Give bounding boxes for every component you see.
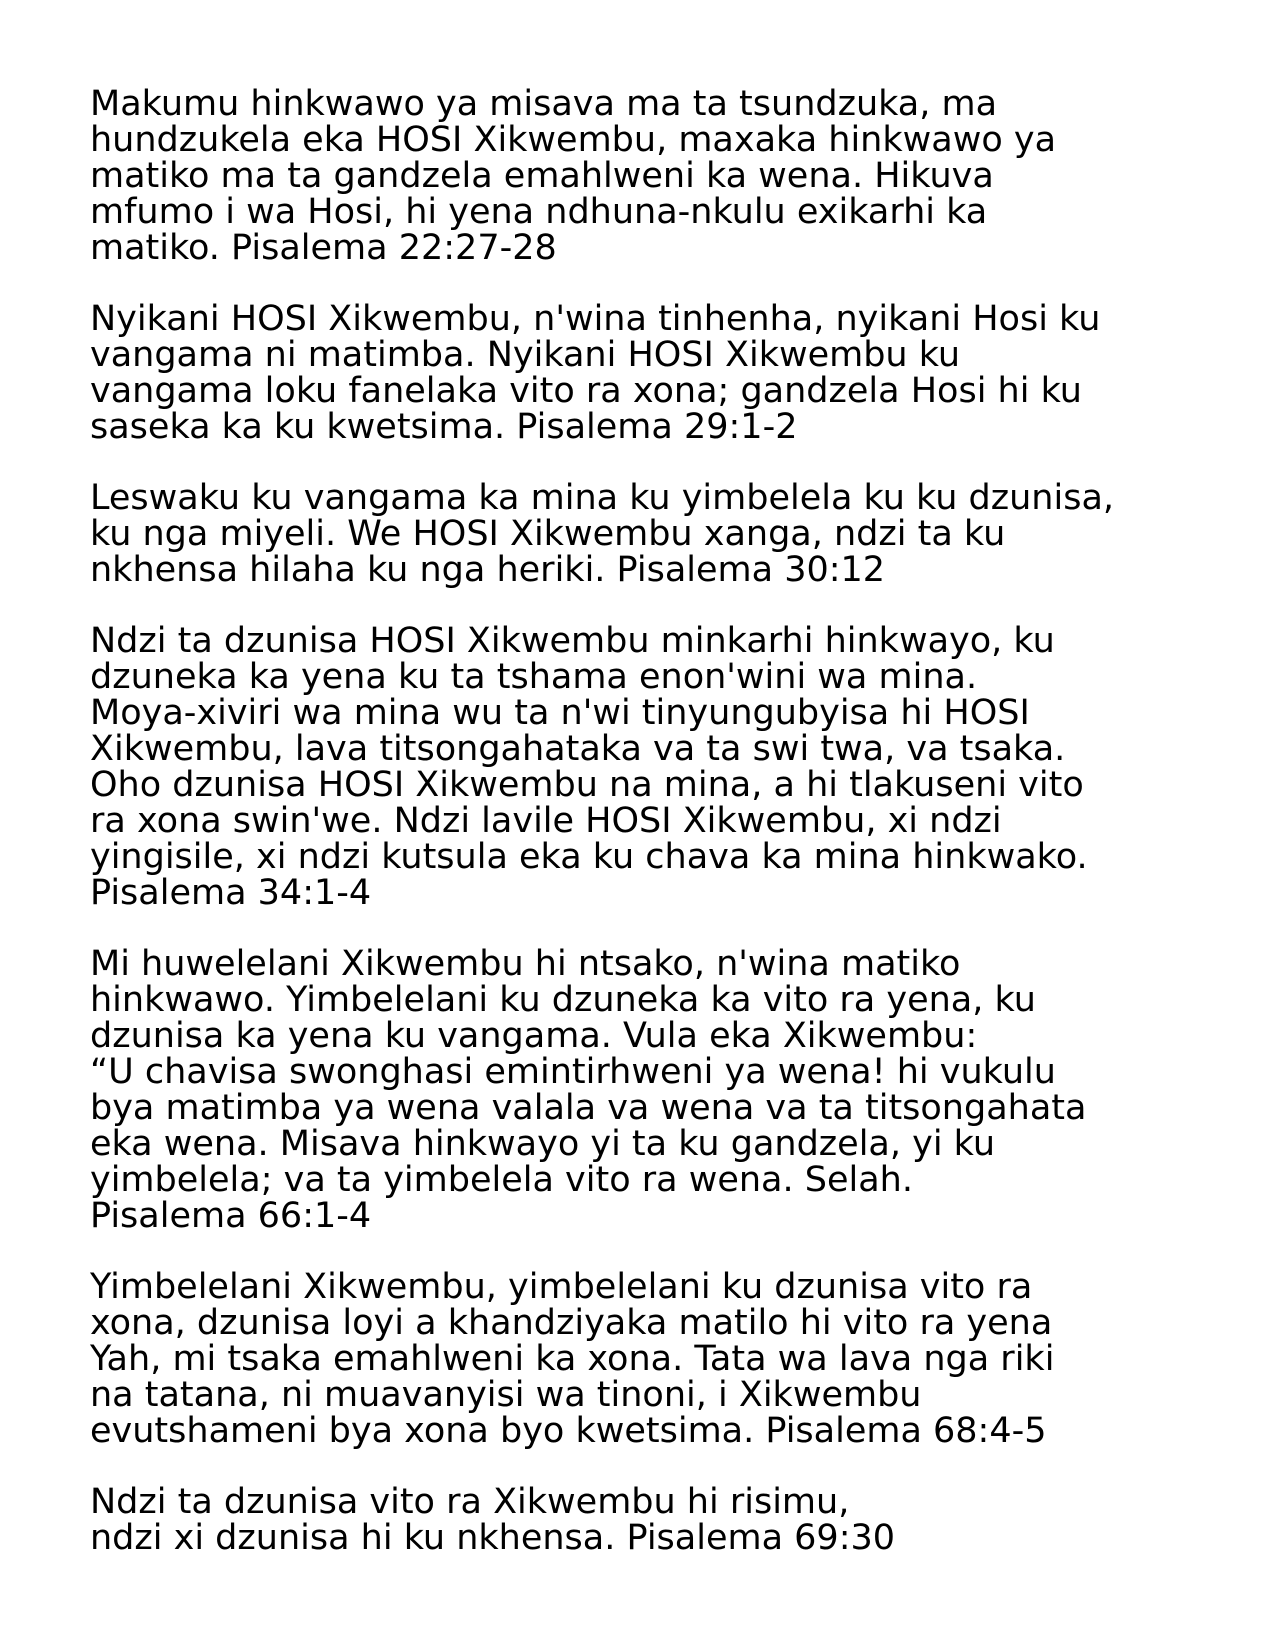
paragraph-psalm-30 bbox=[90, 480, 1250, 588]
text-line: dzunisa ka yena ku vangama. Vula eka Xikwembu: bbox=[90, 1016, 978, 1056]
paragraph-psalm-29 bbox=[90, 301, 1250, 445]
text-line: Makumu hinkwawo ya misava ma ta tsundzuka, ma bbox=[90, 84, 998, 124]
text-line: ra xona swin'we. Ndzi lavile HOSI Xikwembu, xi ndzi bbox=[90, 801, 1002, 841]
text-line: nkhensa hilaha ku nga heriki. Pisalema 30:12 bbox=[90, 550, 886, 590]
text-line: Pisalema 66:1-4 bbox=[90, 1196, 372, 1236]
text-line: xona, dzunisa loyi a khandziyaka matilo hi vito ra yena bbox=[90, 1303, 1053, 1343]
paragraph-psalm-68 bbox=[90, 1269, 1250, 1449]
text-line: Oho dzunisa HOSI Xikwembu na mina, a hi tlakuseni vito bbox=[90, 765, 1084, 805]
text-line: Yimbelelani Xikwembu, yimbelelani ku dzunisa vito ra bbox=[90, 1267, 1033, 1307]
paragraph-psalm-66 bbox=[90, 946, 1250, 1234]
text-line: dzuneka ka yena ku ta tshama enon'wini wa mina. bbox=[90, 657, 978, 697]
paragraph-psalm-22 bbox=[90, 86, 1250, 266]
text-line: Ndzi ta dzunisa vito ra Xikwembu hi risimu, bbox=[90, 1482, 850, 1522]
text-line: saseka ka ku kwetsima. Pisalema 29:1-2 bbox=[90, 407, 798, 447]
text-line: yimbelela; va ta yimbelela vito ra wena. Selah. bbox=[90, 1160, 913, 1200]
text-line: ndzi xi dzunisa hi ku nkhensa. Pisalema 69:30 bbox=[90, 1518, 896, 1558]
paragraph-psalm-34 bbox=[90, 623, 1250, 911]
text-line: Mi huwelelani Xikwembu hi ntsako, n'wina matiko bbox=[90, 944, 961, 984]
text-line: Leswaku ku vangama ka mina ku yimbelela ku ku dzunisa, bbox=[90, 478, 1115, 518]
text-line: hundzukela eka HOSI Xikwembu, maxaka hinkwawo ya bbox=[90, 120, 1057, 160]
text-line: Pisalema 34:1-4 bbox=[90, 873, 372, 913]
text-line: bya matimba ya wena valala va wena va ta titsongahata bbox=[90, 1088, 1087, 1128]
text-line: Nyikani HOSI Xikwembu, n'wina tinhenha, nyikani Hosi ku bbox=[90, 299, 1101, 339]
text-line: Ndzi ta dzunisa HOSI Xikwembu minkarhi hinkwayo, ku bbox=[90, 621, 1055, 661]
text-line: “U chavisa swonghasi emintirhweni ya wena! hi vukulu bbox=[90, 1052, 1056, 1092]
document-page bbox=[90, 86, 1250, 1591]
text-line: evutshameni bya xona byo kwetsima. Pisalema 68:4-5 bbox=[90, 1411, 1047, 1451]
text-line: Xikwembu, lava titsongahataka va ta swi twa, va tsaka. bbox=[90, 729, 1066, 769]
text-line: vangama ni matimba. Nyikani HOSI Xikwembu ku bbox=[90, 335, 961, 375]
text-line: mfumo i wa Hosi, hi yena ndhuna-nkulu exikarhi ka bbox=[90, 192, 988, 232]
text-line: na tatana, ni muavanyisi wa tinoni, i Xikwembu bbox=[90, 1375, 922, 1415]
text-line: vangama loku fanelaka vito ra xona; gandzela Hosi hi ku bbox=[90, 371, 1082, 411]
text-line: yingisile, xi ndzi kutsula eka ku chava ka mina hinkwako. bbox=[90, 837, 1088, 877]
text-line: Moya-xiviri wa mina wu ta n'wi tinyungubyisa hi HOSI bbox=[90, 693, 1030, 733]
text-line: hinkwawo. Yimbelelani ku dzuneka ka vito ra yena, ku bbox=[90, 980, 1036, 1020]
text-line: matiko. Pisalema 22:27-28 bbox=[90, 228, 557, 268]
text-line: eka wena. Misava hinkwayo yi ta ku gandzela, yi ku bbox=[90, 1124, 996, 1164]
text-line: Yah, mi tsaka emahlweni ka xona. Tata wa lava nga riki bbox=[90, 1339, 1055, 1379]
text-line: matiko ma ta gandzela emahlweni ka wena. Hikuva bbox=[90, 156, 994, 196]
paragraph-psalm-69 bbox=[90, 1484, 1250, 1556]
text-line: ku nga miyeli. We HOSI Xikwembu xanga, ndzi ta ku bbox=[90, 514, 1006, 554]
